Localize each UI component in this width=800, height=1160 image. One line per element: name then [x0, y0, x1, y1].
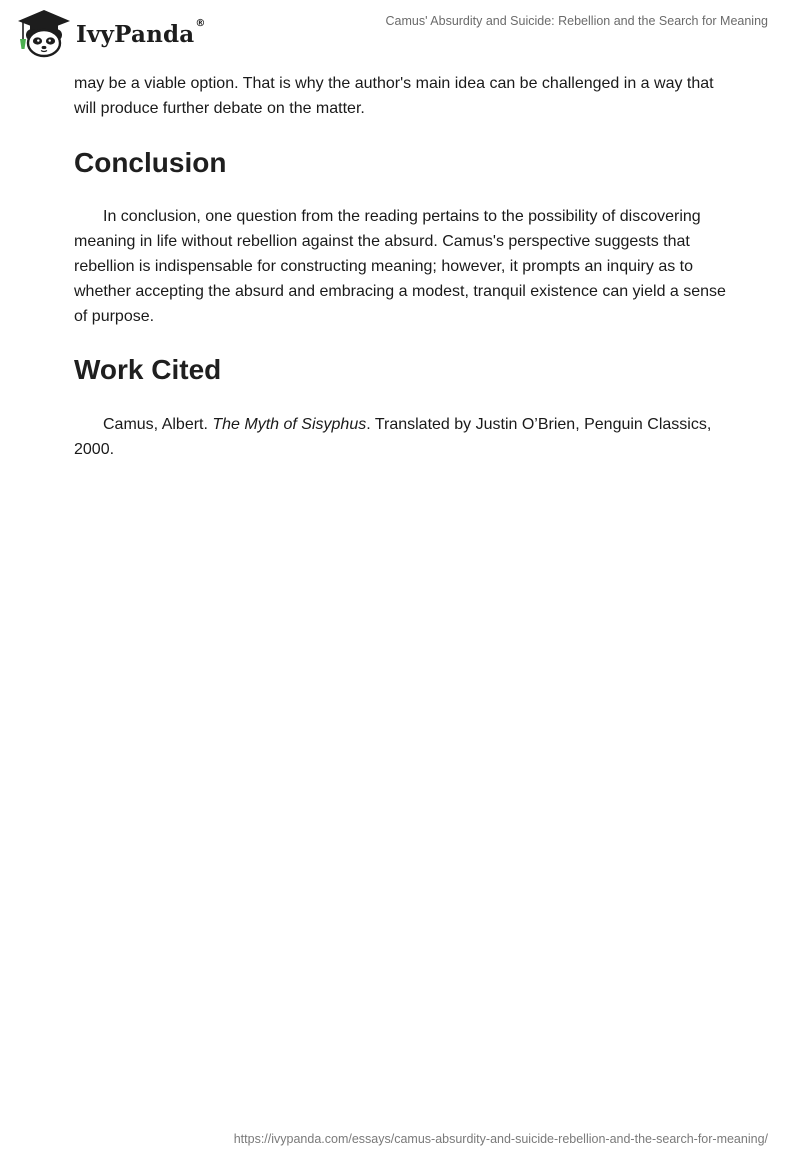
running-header-title: Camus' Absurdity and Suicide: Rebellion and the Search for Meaning	[385, 14, 768, 28]
panda-graduation-cap-icon	[14, 8, 74, 58]
conclusion-heading: Conclusion	[74, 147, 227, 178]
footer-source-url[interactable]: https://ivypanda.com/essays/camus-absurdity-and-suicide-rebellion-and-the-search-for-meaning/	[233, 1132, 768, 1146]
document-body	[74, 71, 726, 462]
logo-wordmark: IvyPanda	[76, 20, 195, 48]
citation-title: The Myth of Sisyphus	[212, 416, 367, 433]
citation-entry	[74, 412, 726, 462]
citation-details: . Translated by Justin O’Brien, Penguin Classics, 2000.	[74, 416, 712, 458]
continuation-paragraph: may be a viable option. That is why the author's main idea can be challenged in a way that will produce further debate on the matter.	[74, 75, 714, 117]
citation-author: Camus, Albert.	[103, 416, 213, 433]
registered-mark: ®	[195, 17, 206, 29]
work-cited-heading: Work Cited	[74, 354, 222, 385]
ivypanda-logo[interactable]	[14, 8, 205, 58]
conclusion-paragraph: In conclusion, one question from the reading pertains to the possibility of discovering meaning in life without rebellion against the absurd. Camus's perspective suggests that rebellion is indispensable for constructing meaning; however, it prompts an inquiry as to whether accepting the absurd and embracing a modest, tranquil existence can yield a sense of purpose.	[74, 208, 726, 325]
